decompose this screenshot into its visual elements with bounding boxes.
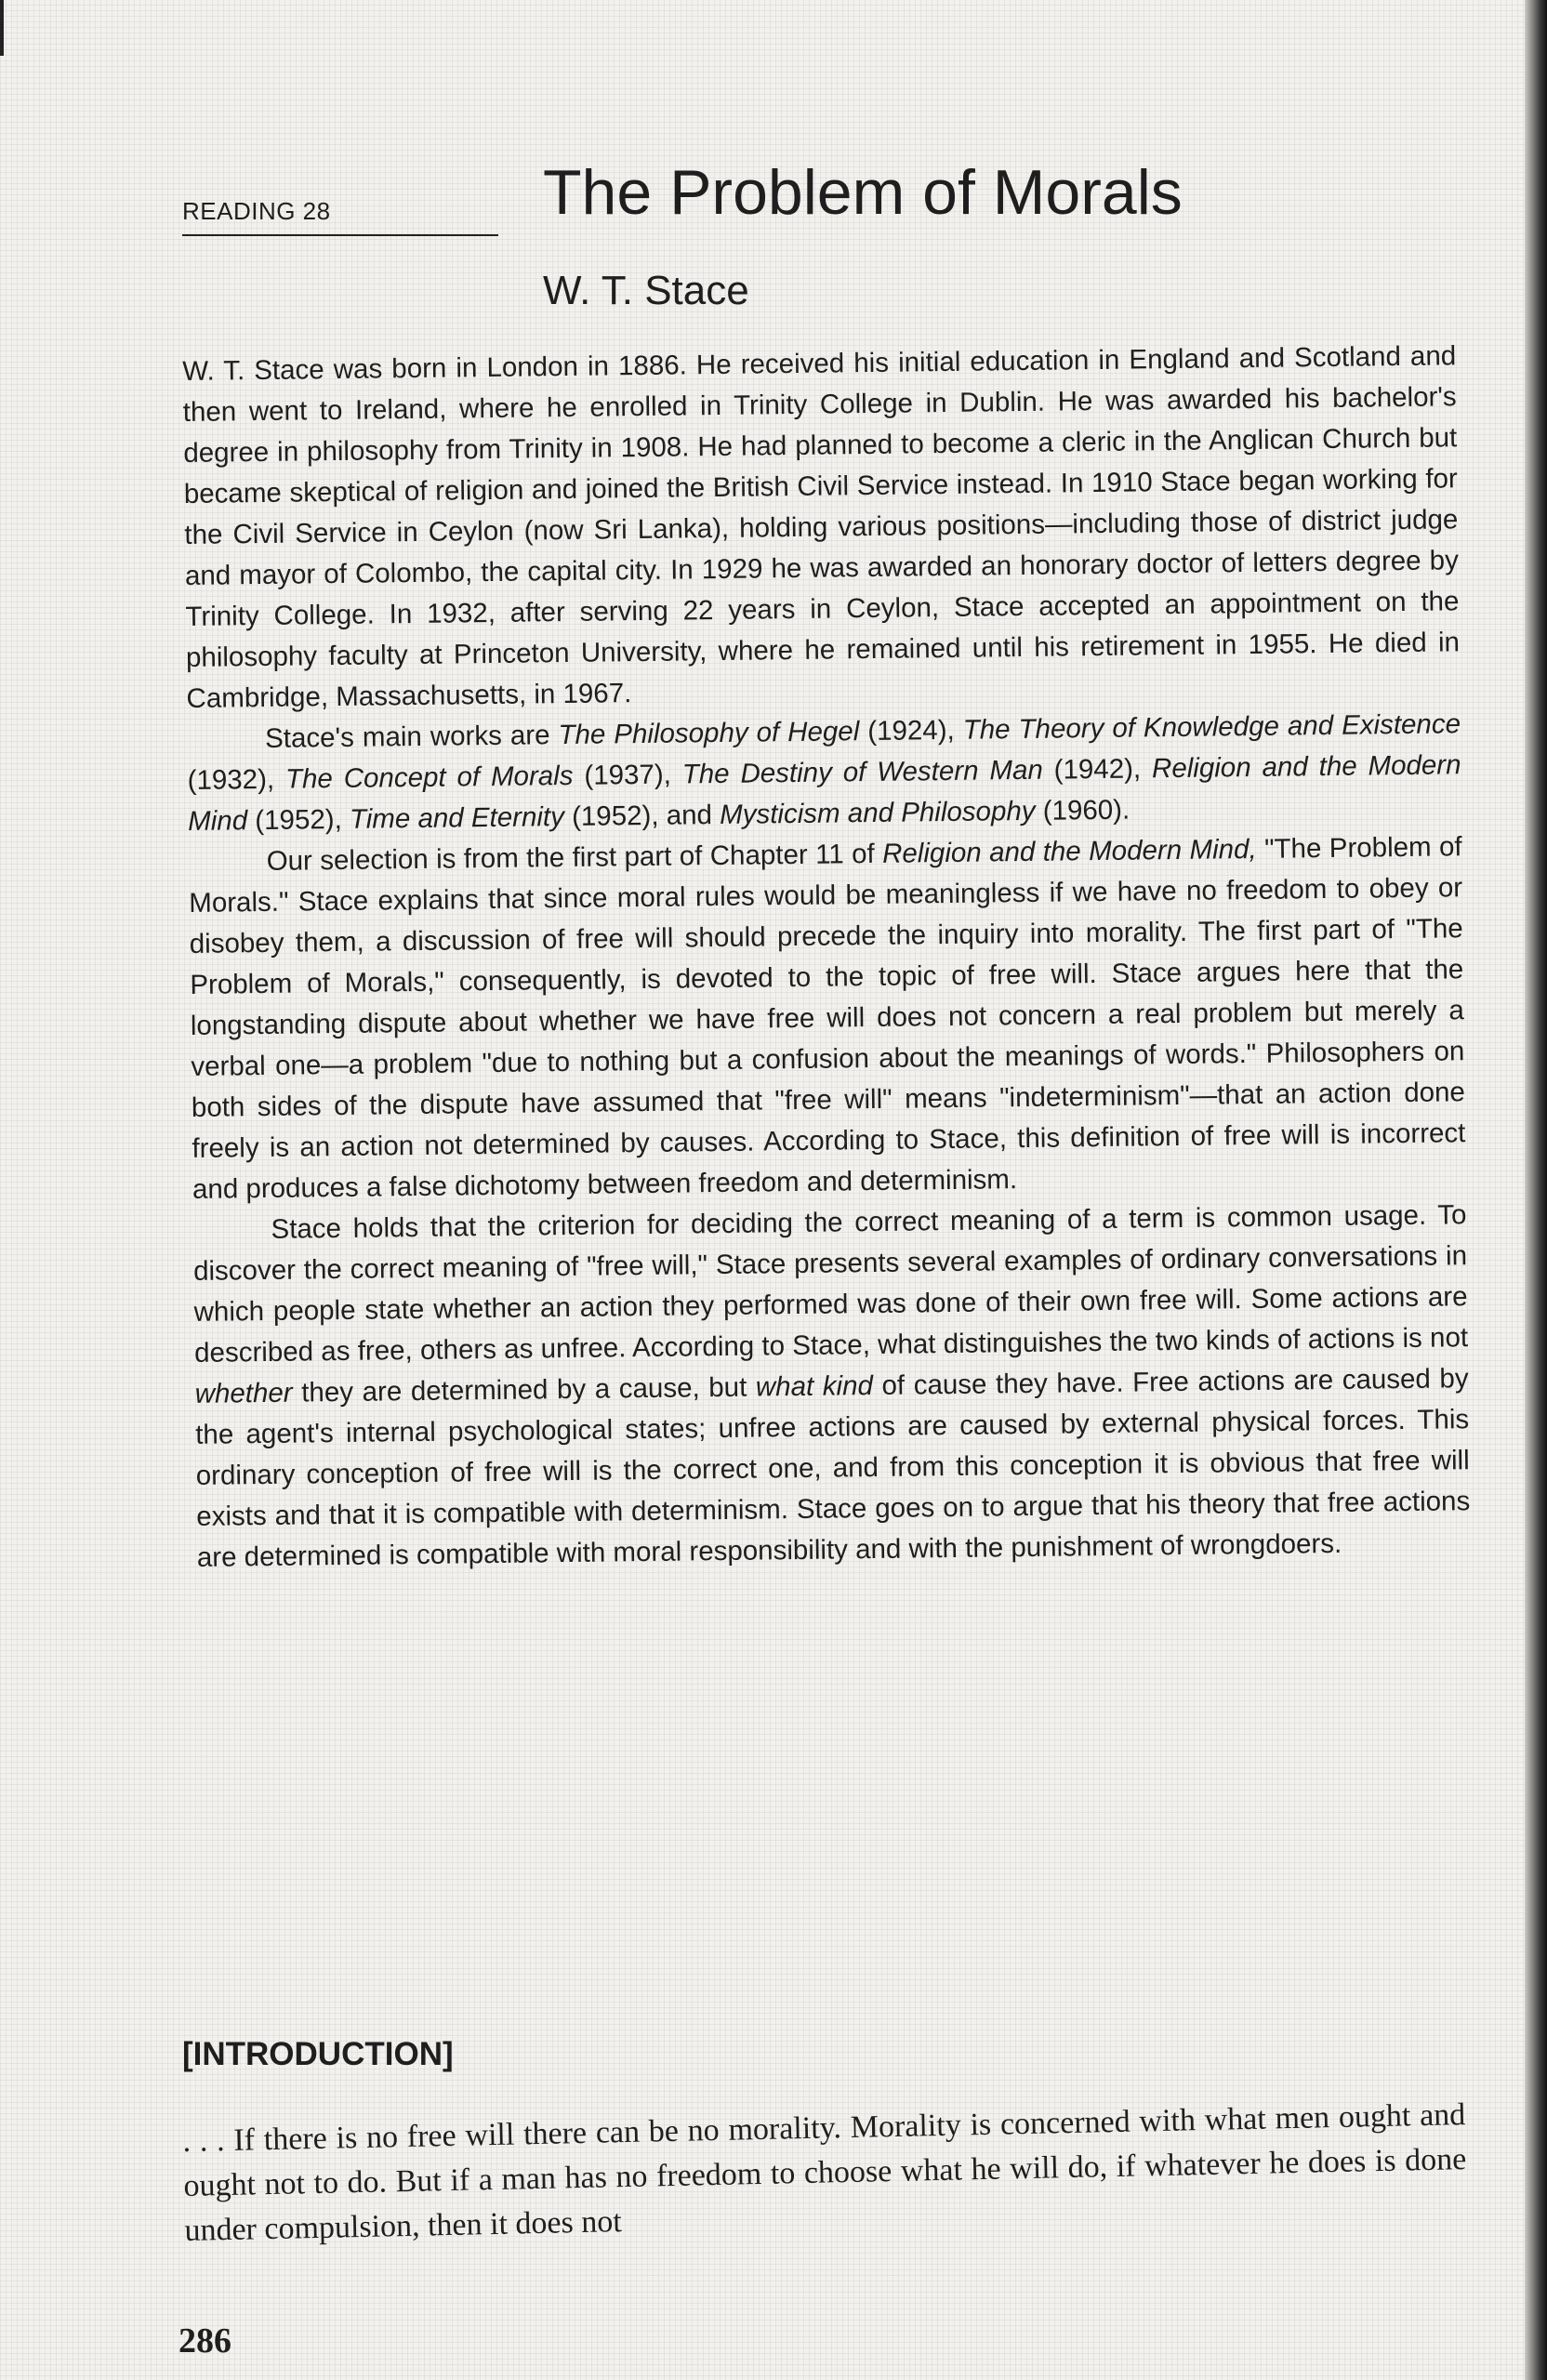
body-text: . . . If there is no free will there can be no morality. Morality is concerned with what men ought and ought not to do. But if a man has no freedom to choose what he will do, if whatever he does is done under compulsion, then it does not [182, 2097, 1467, 2248]
book-binding-shadow [1525, 0, 1547, 2380]
author-name: W. T. Stace [543, 268, 749, 313]
reading-label: READING 28 [182, 197, 331, 225]
intro-paragraph-3: Our selection is from the first part of Chapter 11 of Religion and the Modern Mind, "The Problem of Morals." Stace explains that since moral rules would be meaningless if we have no freedom to obey or disobey them, a discussion of free will should precede the inquiry into morality. The first part of "The Problem of Morals," consequently, is devoted to the topic of free will. Stace argues here that the longstanding dispute about whether we have free will does not concern a real problem but merely a verbal one—a problem "due to nothing but a confusion about the meanings of words." Philosophers on both sides of the dispute have assumed that "free will" means "indeterminism"—that an action done freely is an action not determined by causes. According to Stace, this definition of free will is incorrect and produces a false dichotomy between freedom and determinism. [189, 831, 1466, 1205]
page-title: The Problem of Morals [543, 157, 1183, 228]
intro-paragraph-1: W. T. Stace was born in London in 1886. He received his initial education in England and Scotland and then went to Ireland, where he enrolled in Trinity College in Dublin. He was awarded his bachelor's degree in philosophy from Trinity in 1908. He had planned to become a cleric in the Anglican Church but became skeptical of religion and joined the British Civil Service instead. In 1910 Stace began working for the Civil Service in Ceylon (now Sri Lanka), holding various positions—including those of district judge and mayor of Colombo, the capital city. In 1929 he was awarded an honorary doctor of letters degree by Trinity College. In 1932, after serving 22 years in Ceylon, Stace accepted an appointment on the philosophy faculty at Princeton University, where he remained until his retirement in 1955. He died in Cambridge, Massachusetts, in 1967. [182, 340, 1461, 714]
section-heading: [INTRODUCTION] [182, 2036, 454, 2072]
scan-edge-mark [0, 0, 4, 56]
intro-paragraph-4: Stace holds that the criterion for deciding the correct meaning of a term is common usage. To discover the correct meaning of "free will," Stace presents several examples of ordinary conversations in which people state whether an action they performed was done of their own free will. Some actions are described as free, others as unfree. According to Stace, what distinguishes the two kinds of actions is not whether they are determined by a cause, but what kind of cause they have. Free actions are caused by the agent's internal psychological states; unfree actions are caused by external physical forces. This ordinary conception of free will is the correct one, and from this conception it is obvious that free will exists and that it is compatible with determinism. Stace goes on to argue that his theory that free actions are determined is compatible with moral responsibility and with the punishment of wrongdoers. [192, 1199, 1471, 1573]
page-number: 286 [178, 2321, 231, 2360]
intro-paragraph-2: Stace's main works are The Philosophy of Hegel (1924), The Theory of Knowledge and Existence (1932), The Concept of Morals (1937), The Destiny of Western Man (1942), Religion and the Modern Mind (1952), Time and Eternity (1952), and Mysticism and Philosophy (1960). [187, 708, 1461, 837]
intro-section [182, 336, 1471, 1579]
reading-label-rule [182, 234, 498, 236]
